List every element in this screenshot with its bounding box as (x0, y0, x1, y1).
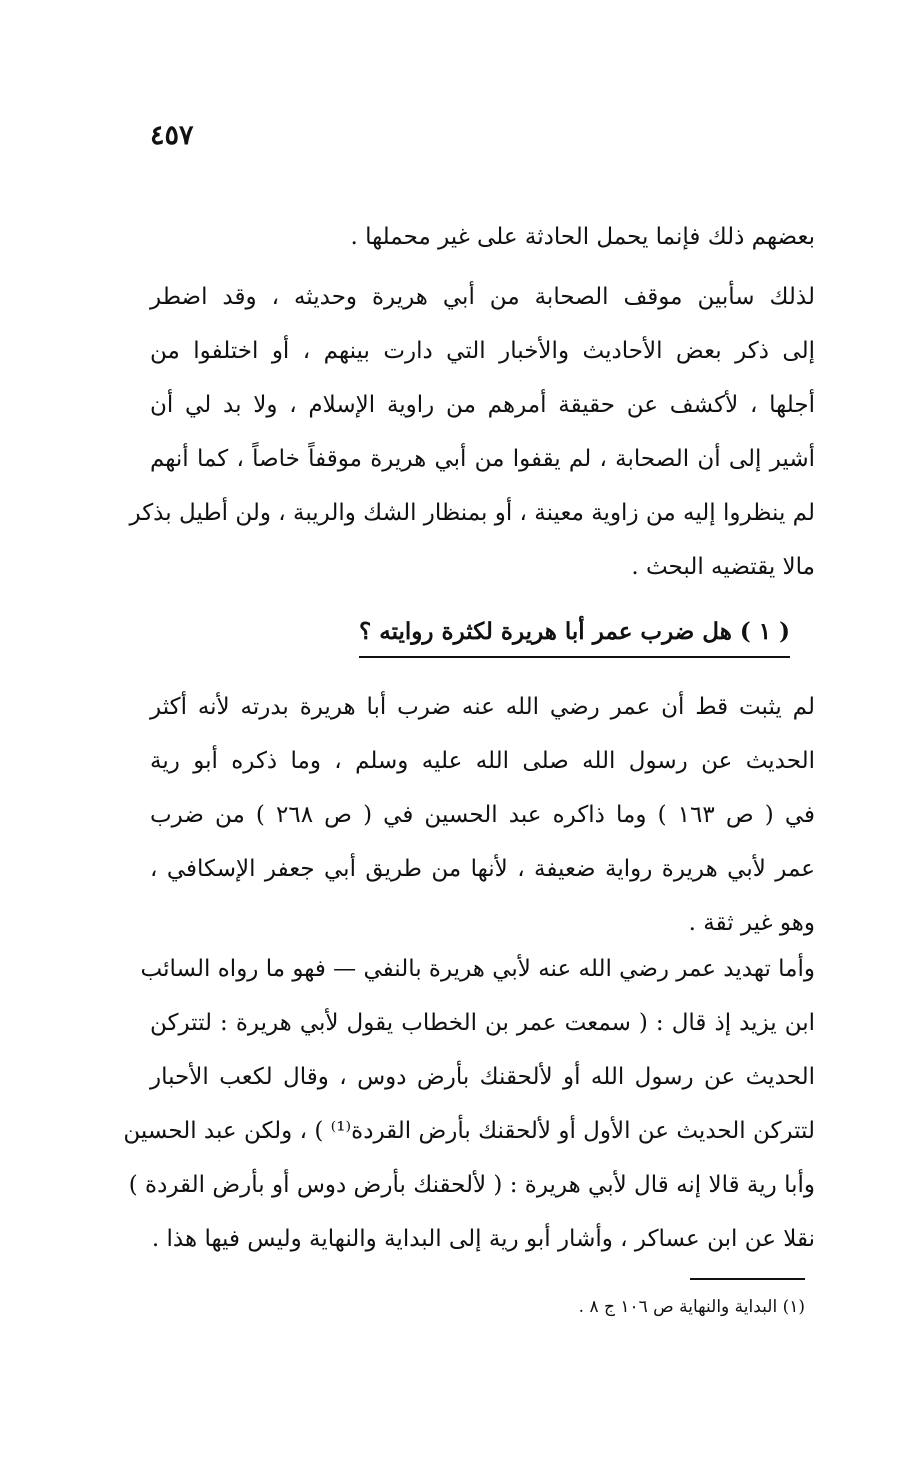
text-line: وهو غير ثقة . (688, 910, 815, 936)
paragraph-continuation (150, 210, 815, 264)
text-line: مالا يقتضيه البحث . (631, 554, 815, 580)
text-line: نقلا عن ابن عساكر ، وأشار أبو رية إلى البداية والنهاية وليس فيها هذا . (151, 1226, 815, 1252)
paragraph-intro (129, 270, 815, 594)
text-line: الحديث عن رسول الله صلى الله عليه وسلم ، وما ذكره أبو رية (150, 748, 815, 774)
text-line: لم يثبت قط أن عمر رضي الله عنه ضرب أبا هريرة بدرته لأنه أكثر (150, 694, 815, 720)
footnote-divider (690, 1278, 805, 1280)
paragraph-threat (123, 942, 815, 1266)
page-number: ٤٥٧ (150, 120, 194, 151)
text-line: عمر لأبي هريرة رواية ضعيفة ، لأنها من طريق أبي جعفر الإسكافي ، (150, 856, 815, 882)
text-line: لم ينظروا إليه من زاوية معينة ، أو بمنظار الشك والريبة ، ولن أطيل بذكر (129, 500, 815, 526)
text-line: ابن يزيد إذ قال : ( سمعت عمر بن الخطاب يقول لأبي هريرة : لتتركن (150, 1010, 815, 1036)
text-line: بعضهم ذلك فإنما يحمل الحادثة على غير محملها . (350, 224, 815, 250)
footnote: (١) البداية والنهاية ص ١٠٦ ج ٨ . (578, 1297, 805, 1317)
text-line: إلى ذكر بعض الأحاديث والأخبار التي دارت بينهم ، أو اختلفوا من (150, 338, 815, 364)
text-line: الحديث عن رسول الله أو لألحقنك بأرض دوس ، وقال لكعب الأحبار (150, 1064, 815, 1090)
section-heading-text: ( ١ ) هل ضرب عمر أبا هريرة لكثرة روايته ؟ (359, 610, 790, 658)
paragraph-first-answer (150, 680, 815, 950)
text-line: وأما تهديد عمر رضي الله عنه لأبي هريرة بالنفي — فهو ما رواه السائب (140, 956, 815, 982)
text-line: في ( ص ١٦٣ ) وما ذاكره عبد الحسين في ( ص ٢٦٨ ) من ضرب (150, 802, 815, 828)
text-line: لذلك سأبين موقف الصحابة من أبي هريرة وحديثه ، وقد اضطر (150, 284, 815, 310)
text-line: وأبا رية قالا إنه قال لأبي هريرة : ( لألحقنك بأرض دوس أو بأرض القردة ) (128, 1172, 815, 1198)
text-line: لتتركن الحديث عن الأول أو لألحقنك بأرض القردة⁽¹⁾ ) ، ولكن عبد الحسين (123, 1118, 815, 1144)
text-line: أجلها ، لأكشف عن حقيقة أمرهم من راوية الإسلام ، ولا بد لي أن (150, 392, 815, 418)
text-line: أشير إلى أن الصحابة ، لم يقفوا من أبي هريرة موقفاً خاصاً ، كما أنهم (150, 446, 815, 472)
section-heading (359, 610, 790, 658)
